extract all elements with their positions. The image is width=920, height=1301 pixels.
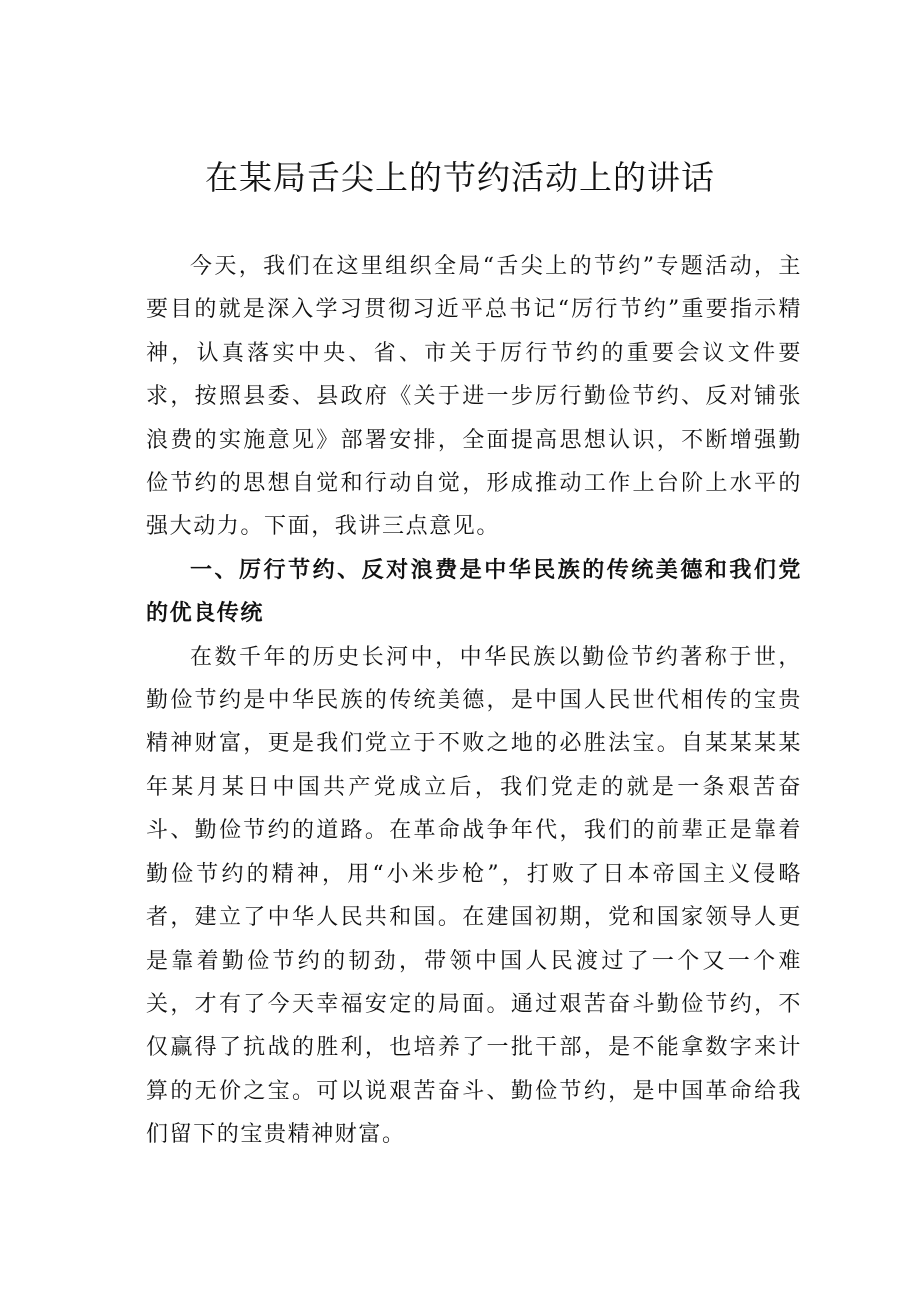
section-1-paragraph: 在数千年的历史长河中，中华民族以勤俭节约著称于世，勤俭节约是中华民族的传统美德，是中国人民世代相传的宝贵精神财富，更是我们党立于不败之地的必胜法宝。自某某某某年某月某日中国共产党成立后，我们党走的就是一条艰苦奋斗、勤俭节约的道路。在革命战争年代，我们的前辈正是靠着勤俭节约的精神，用“小米步枪”，打败了日本帝国主义侵略者，建立了中华人民共和国。在建国初期，党和国家领导人更是靠着勤俭节约的韧劲，带领中国人民渡过了一个又一个难关，才有了今天幸福安定的局面。通过艰苦奋斗勤俭节约，不仅赢得了抗战的胜利，也培养了一批干部，是不能拿数字来计算的无价之宝。可以说艰苦奋斗、勤俭节约，是中国革命给我们留下的宝贵精神财富。 [146, 644, 802, 1148]
section-1-heading: 一、厉行节约、反对浪费是中华民族的传统美德和我们党的优良传统 [146, 557, 802, 627]
document-title: 在某局舌尖上的节约活动上的讲话 [205, 158, 715, 197]
document-body [146, 245, 802, 1157]
intro-paragraph: 今天，我们在这里组织全局“舌尖上的节约”专题活动，主要目的就是深入学习贯彻习近平总书记“厉行节约”重要指示精神，认真落实中央、省、市关于厉行节约的重要会议文件要求，按照县委、县政府《关于进一步厉行勤俭节约、反对铺张浪费的实施意见》部署安排，全面提高思想认识，不断增强勤俭节约的思想自觉和行动自觉，形成推动工作上台阶上水平的强大动力。下面，我讲三点意见。 [146, 254, 802, 540]
